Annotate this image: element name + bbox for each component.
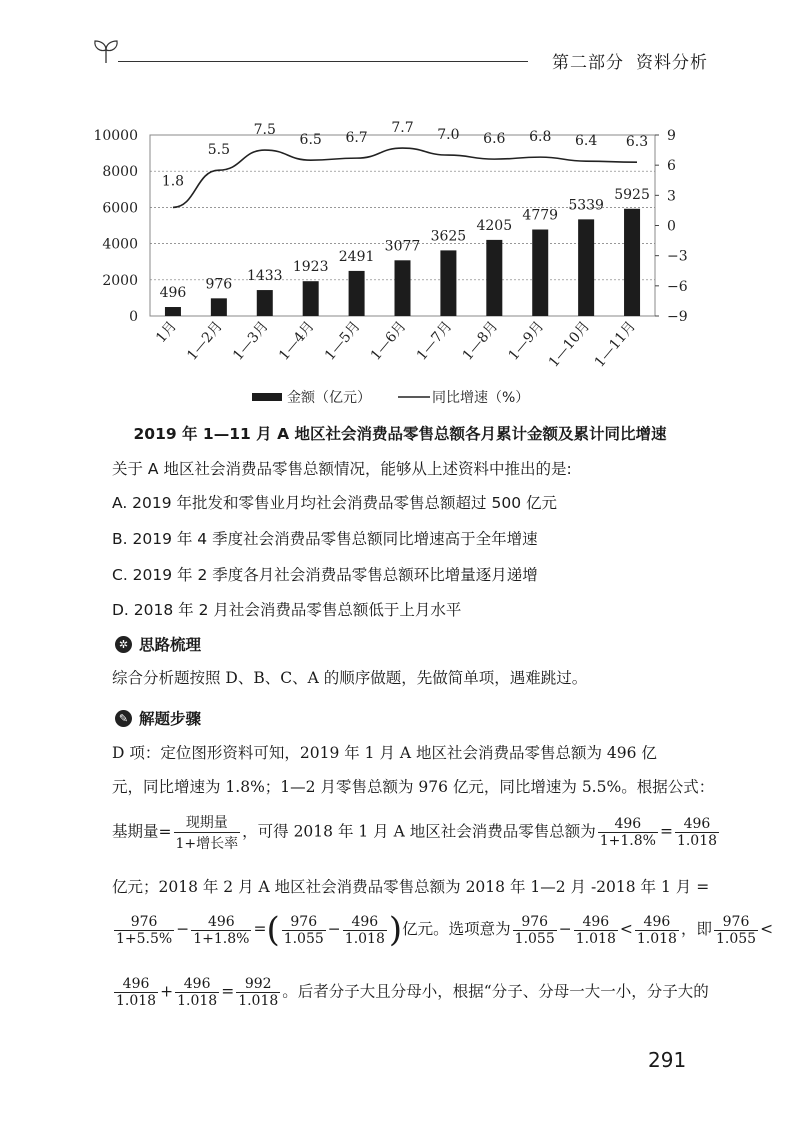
x-tick-label: 1月: [153, 318, 181, 347]
option-d: D. 2018 年 2 月社会消费品零售总额低于上月水平: [112, 601, 462, 619]
line-label: 6.8: [529, 129, 552, 146]
fraction: $\frac{\text{现期量}}{\text{1+增长率}}$: [174, 812, 241, 853]
bar: [395, 260, 411, 316]
bar: [349, 271, 365, 316]
fraction: $\frac{496}{1.018}$: [575, 913, 616, 947]
fraction: $\frac{496}{1.018}$: [116, 976, 157, 1009]
bar: [624, 209, 640, 316]
analysis-text: 综合分析题按照 D、B、C、A 的顺序做题，先做简单项，遇难跳过。: [112, 669, 588, 687]
x-tick-label: 1—5月: [321, 318, 364, 364]
x-tick-label: 1—10月: [545, 318, 594, 371]
bar: [257, 290, 273, 316]
x-tick-label: 1—8月: [459, 318, 502, 364]
line-label: 5.5: [207, 142, 230, 159]
line-label: 1.8: [161, 173, 185, 190]
bar-label: 3077: [384, 238, 421, 255]
steps-title: 解题步骤: [139, 710, 202, 728]
x-tick-label: 1—9月: [505, 318, 548, 364]
fraction: $\frac{496}{1+1.8\%}$: [599, 816, 656, 849]
steps-p5: $\frac{976}{1+5.5\%}$ − $\frac{496}{1+1.8\%}$ =( $\frac{976}{1.055}$ − $\frac{496}{1.018}$ )亿元。选项意为 $\frac{976}{1.055}$ − $\frac{496}{1.018}$ < $\frac{496}{1.018}$ ，即 $\frac{976}{1.055}$ <: [116, 910, 774, 950]
page-number: 291: [648, 1048, 687, 1072]
bar-label: 976: [205, 276, 233, 293]
steps-heading: [115, 707, 201, 729]
bar: [532, 230, 548, 316]
steps-p3: 基期量= $\frac{\text{现期量}}{\text{1+增长率}}$ ，可得 2018 年 1 月 A 地区社会消费品零售总额为 $\frac{496}{1+1.8\%}$ = $\frac{496}{1.018}$: [112, 812, 721, 853]
y-left-tick-label: 10000: [93, 128, 138, 144]
fraction: $\frac{496}{1.018}$: [177, 976, 218, 1009]
fraction: $\frac{976}{1+5.5\%}$: [116, 913, 173, 947]
bar-label: 1923: [292, 259, 329, 276]
steps-p1: D 项：定位图形资料可知，2019 年 1 月 A 地区社会消费品零售总额为 496 亿: [112, 744, 657, 762]
y-right-tick-label: 6: [667, 158, 676, 175]
bar-label: 3625: [430, 228, 467, 245]
line-label: 6.4: [575, 133, 598, 150]
bar-label: 5925: [614, 186, 650, 203]
steps-p6-text: 。后者分子大且分母小，根据“分子、分母一大一小，分子大的: [282, 982, 709, 1001]
y-left-tick-label: 4000: [102, 236, 138, 253]
formula-label: 基期量=: [112, 822, 172, 841]
option-c: C. 2019 年 2 季度各月社会消费品零售总额环比增量逐月递增: [112, 566, 538, 584]
analysis-title: 思路梳理: [139, 636, 202, 654]
bar-label: 4205: [476, 217, 513, 234]
bar-label: 4779: [522, 207, 559, 224]
line-label: 7.7: [391, 120, 414, 137]
bar: [440, 250, 456, 316]
steps-p5-text: 亿元。选项意为: [402, 920, 511, 938]
fraction: $\frac{992}{1.018}$: [238, 976, 279, 1009]
analysis-heading: [115, 633, 201, 655]
y-left-tick-label: 0: [129, 309, 138, 325]
y-right-tick-label: −3: [667, 248, 688, 265]
x-tick-label: 1—4月: [276, 318, 318, 364]
fraction: $\frac{496}{1.018}$: [344, 913, 385, 947]
header-part: 第二部分: [552, 53, 624, 73]
bar: [486, 240, 502, 316]
question-stem: 关于 A 地区社会消费品零售总额情况，能够从上述资料中推出的是:: [112, 460, 572, 478]
steps-p6: $\frac{496}{1.018}$ + $\frac{496}{1.018}$ = $\frac{992}{1.018}$ 。后者分子大且分母小，根据“分子、分母一大一小，分子大的: [116, 976, 709, 1009]
y-left-tick-label: 6000: [102, 200, 138, 217]
line-label: 6.6: [483, 131, 506, 148]
steps-p5-text2: ，即: [680, 920, 712, 938]
option-a: A. 2019 年批发和零售业月均社会消费品零售总额超过 500 亿元: [112, 494, 557, 512]
bar: [303, 281, 319, 316]
bar-label: 2491: [338, 248, 375, 265]
gear-icon: ✲: [115, 636, 132, 653]
legend-line-label: 同比增速（%）: [432, 390, 530, 406]
y-right-tick-label: 0: [667, 218, 676, 235]
line-label: 7.0: [437, 127, 460, 144]
bar-label: 496: [159, 285, 187, 302]
option-b: B. 2019 年 4 季度社会消费品零售总额同比增速高于全年增速: [112, 530, 538, 548]
bar: [165, 307, 181, 316]
fraction: $\frac{496}{1+1.8\%}$: [193, 913, 250, 947]
steps-p4: 亿元；2018 年 2 月 A 地区社会消费品零售总额为 2018 年 1—2 月 -2018 年 1 月 =: [112, 878, 710, 896]
y-right-tick-label: −6: [667, 278, 688, 295]
x-tick-label: 1—6月: [367, 318, 410, 364]
line-label: 6.3: [625, 134, 649, 151]
x-tick-label: 1—7月: [413, 318, 456, 364]
steps-p3-text: ，可得 2018 年 1 月 A 地区社会消费品零售总额为: [242, 822, 596, 841]
x-tick-label: 1—11月: [591, 318, 640, 371]
bar: [211, 298, 227, 316]
chart: [0, 0, 800, 420]
y-left-tick-label: 2000: [102, 272, 138, 289]
bar-label: 1433: [246, 268, 283, 285]
line-label: 6.7: [345, 130, 368, 147]
line-label: 7.5: [253, 122, 276, 139]
pen-icon: ✎: [115, 710, 132, 727]
line-label: 6.5: [299, 132, 322, 149]
fraction: $\frac{976}{1.055}$: [715, 913, 757, 947]
legend-bar-swatch: [252, 393, 282, 401]
x-tick-label: 1—2月: [184, 318, 226, 364]
fraction: $\frac{976}{1.055}$: [514, 913, 555, 947]
fraction: $\frac{976}{1.055}$: [283, 913, 324, 947]
chart-title: 2019 年 1—11 月 A 地区社会消费品零售总额各月累计金额及累计同比增速: [133, 425, 667, 443]
steps-p2: 元，同比增速为 1.8%；1—2 月零售总额为 976 亿元，同比增速为 5.5%。根据公式：: [112, 778, 715, 796]
y-left-tick-label: 8000: [102, 164, 138, 181]
legend-bar-label: 金额（亿元）: [287, 390, 371, 406]
fraction: $\frac{496}{1.018}$: [676, 816, 718, 849]
header-section: 资料分析: [636, 53, 708, 73]
y-right-tick-label: −9: [667, 309, 688, 325]
y-right-tick-label: 9: [667, 128, 676, 144]
bar-label: 5339: [568, 197, 604, 214]
y-right-tick-label: 3: [667, 188, 676, 205]
bar: [578, 219, 594, 316]
fraction: $\frac{496}{1.018}$: [636, 913, 677, 947]
x-tick-label: 1—3月: [230, 318, 272, 364]
